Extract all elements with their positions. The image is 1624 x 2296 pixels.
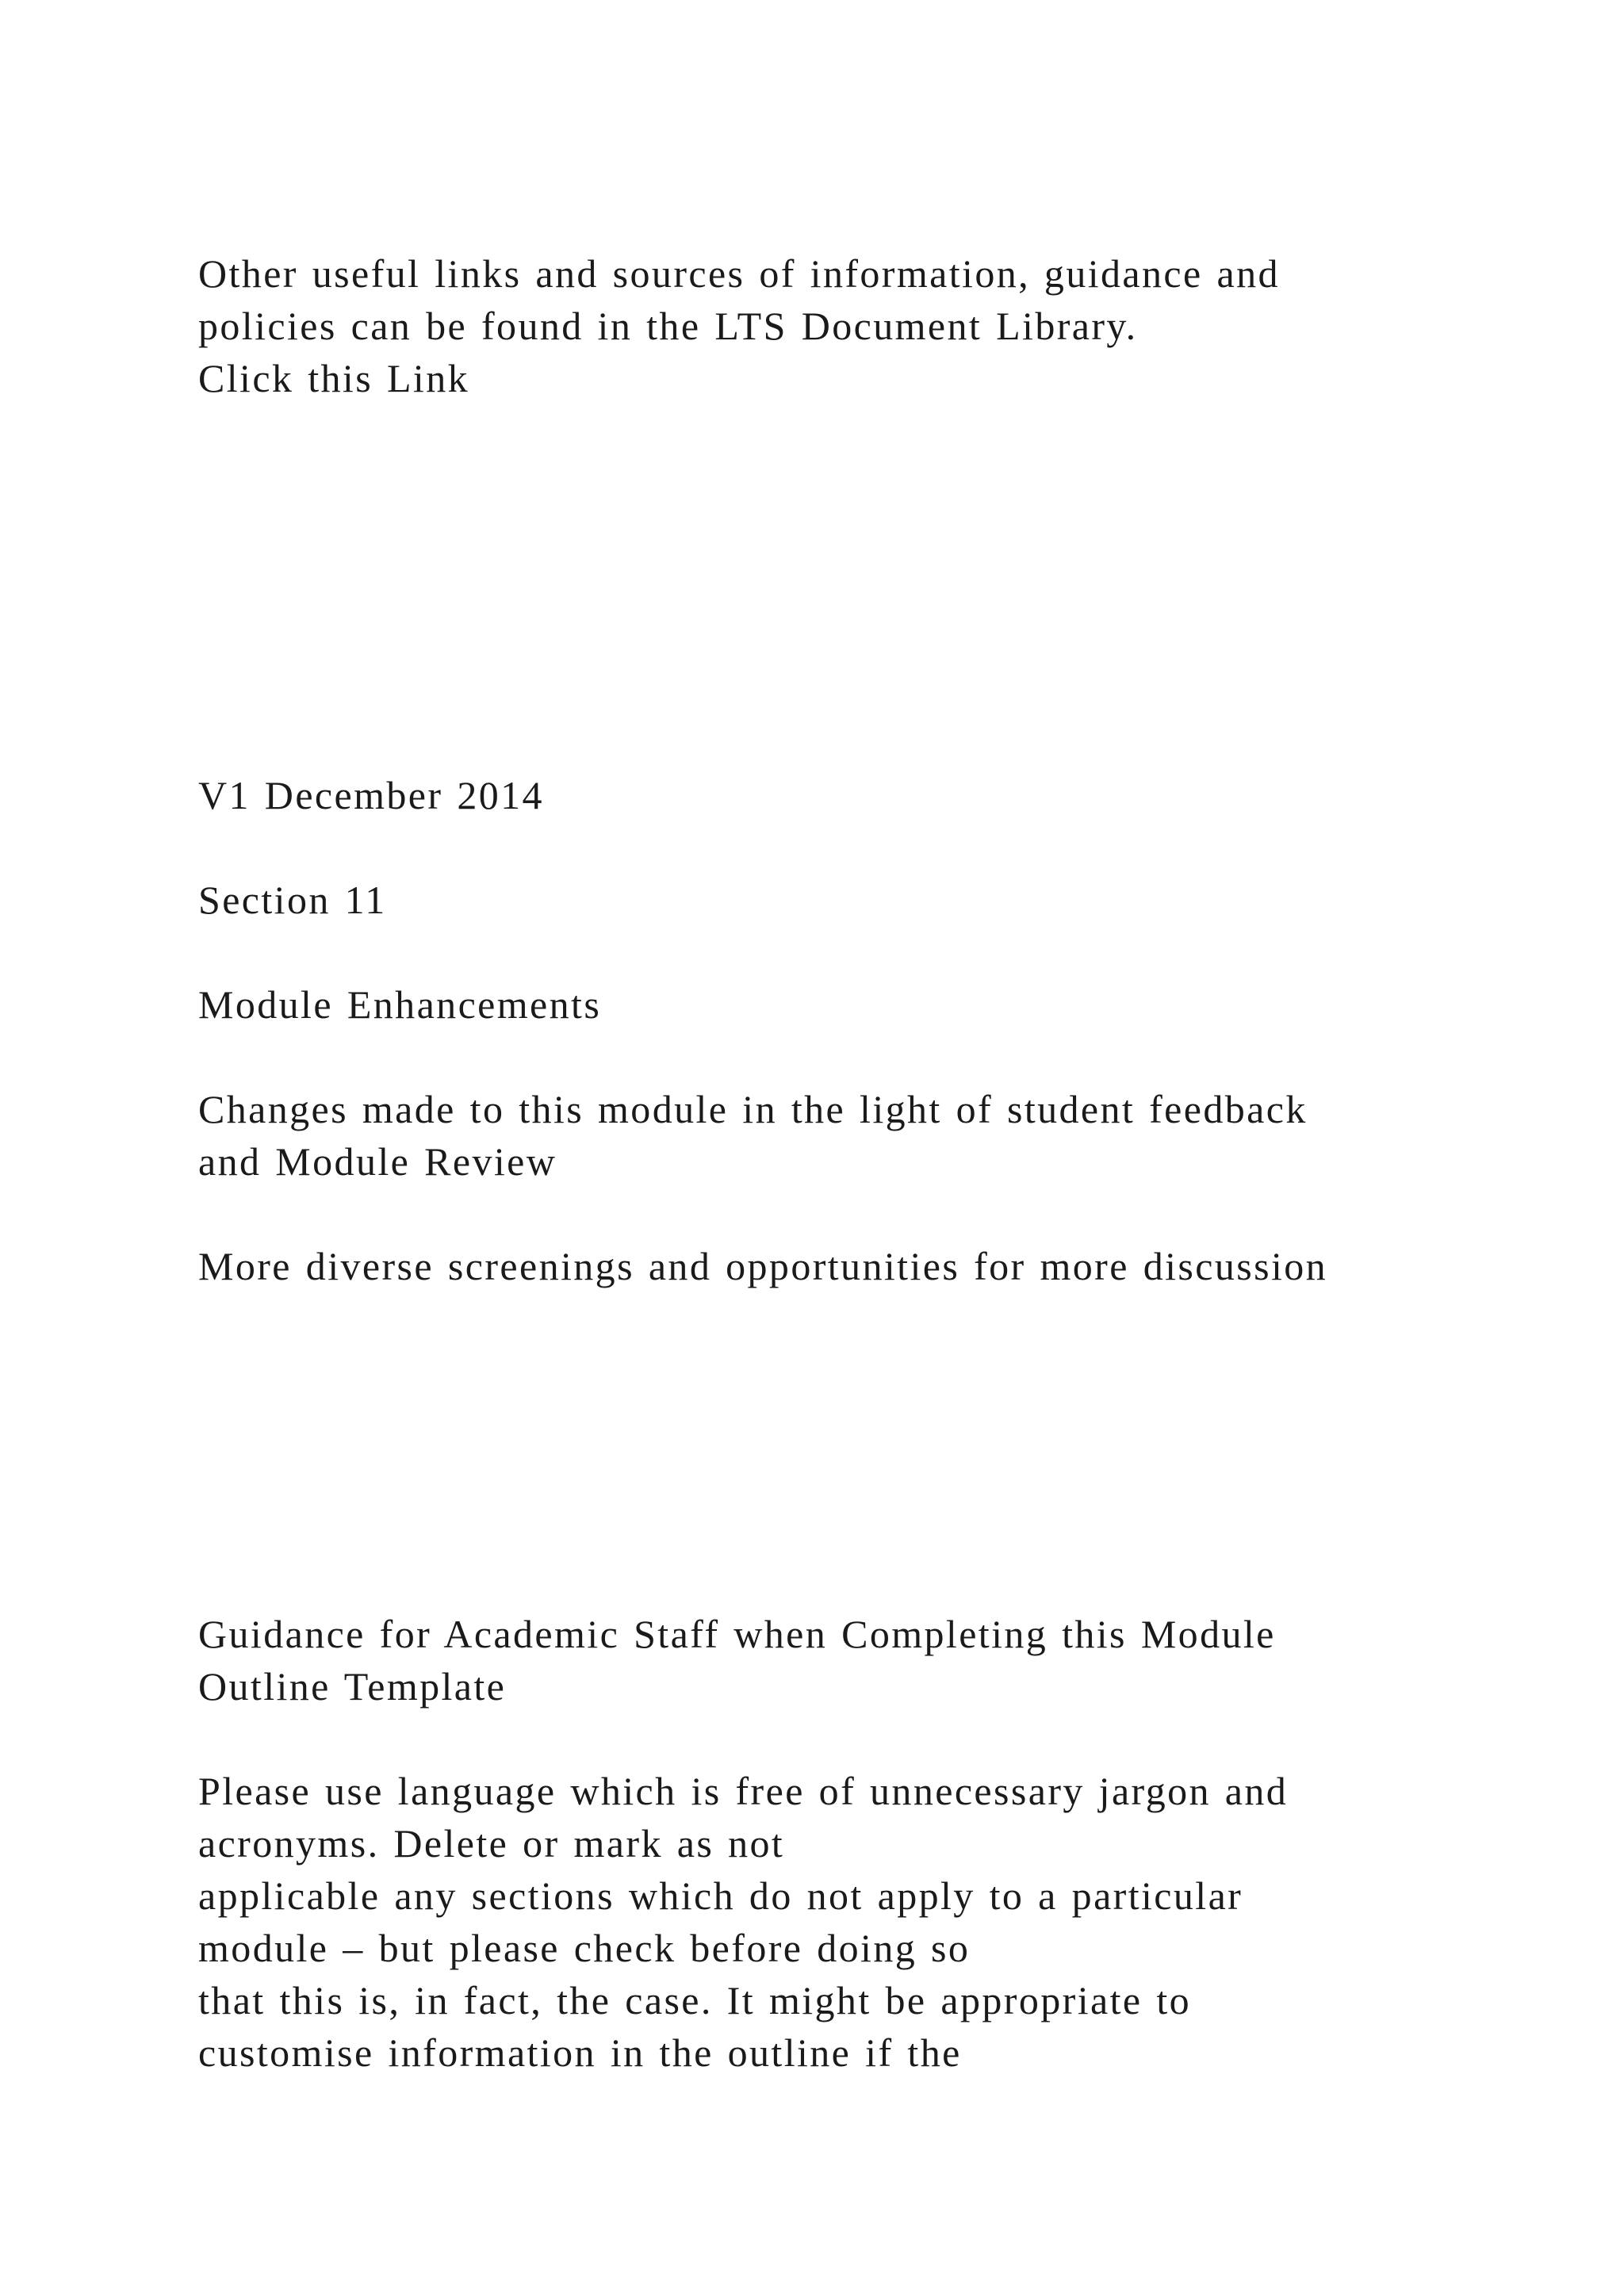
- guidance-body-line: Please use language which is free of unnecessary jargon and: [198, 1769, 1289, 1813]
- guidance-body-line: customise information in the outline if the: [198, 2030, 962, 2075]
- section-title: Module Enhancements: [198, 982, 602, 1027]
- guidance-heading-line: Outline Template: [198, 1664, 507, 1709]
- guidance-heading-line: Guidance for Academic Staff when Completing this Module: [198, 1612, 1276, 1656]
- intro-text-line: policies can be found in the LTS Document Library.: [198, 304, 1138, 348]
- guidance-body-line: that this is, in fact, the case. It might be appropriate to: [198, 1978, 1192, 2022]
- guidance-body-line: applicable any sections which do not apply to a particular: [198, 1873, 1243, 1918]
- intro-text-line: Other useful links and sources of information, guidance and: [198, 251, 1280, 296]
- section-label: Section 11: [198, 878, 387, 922]
- version-line: V1 December 2014: [198, 773, 544, 817]
- lts-document-library-link[interactable]: Click this Link: [198, 356, 469, 400]
- change-item: More diverse screenings and opportunities for more discussion: [198, 1244, 1328, 1288]
- guidance-body-line: acronyms. Delete or mark as not: [198, 1821, 785, 1866]
- changes-heading-line: and Module Review: [198, 1139, 557, 1184]
- guidance-body-line: module – but please check before doing so: [198, 1926, 971, 1970]
- changes-heading-line: Changes made to this module in the light of student feedback: [198, 1087, 1308, 1131]
